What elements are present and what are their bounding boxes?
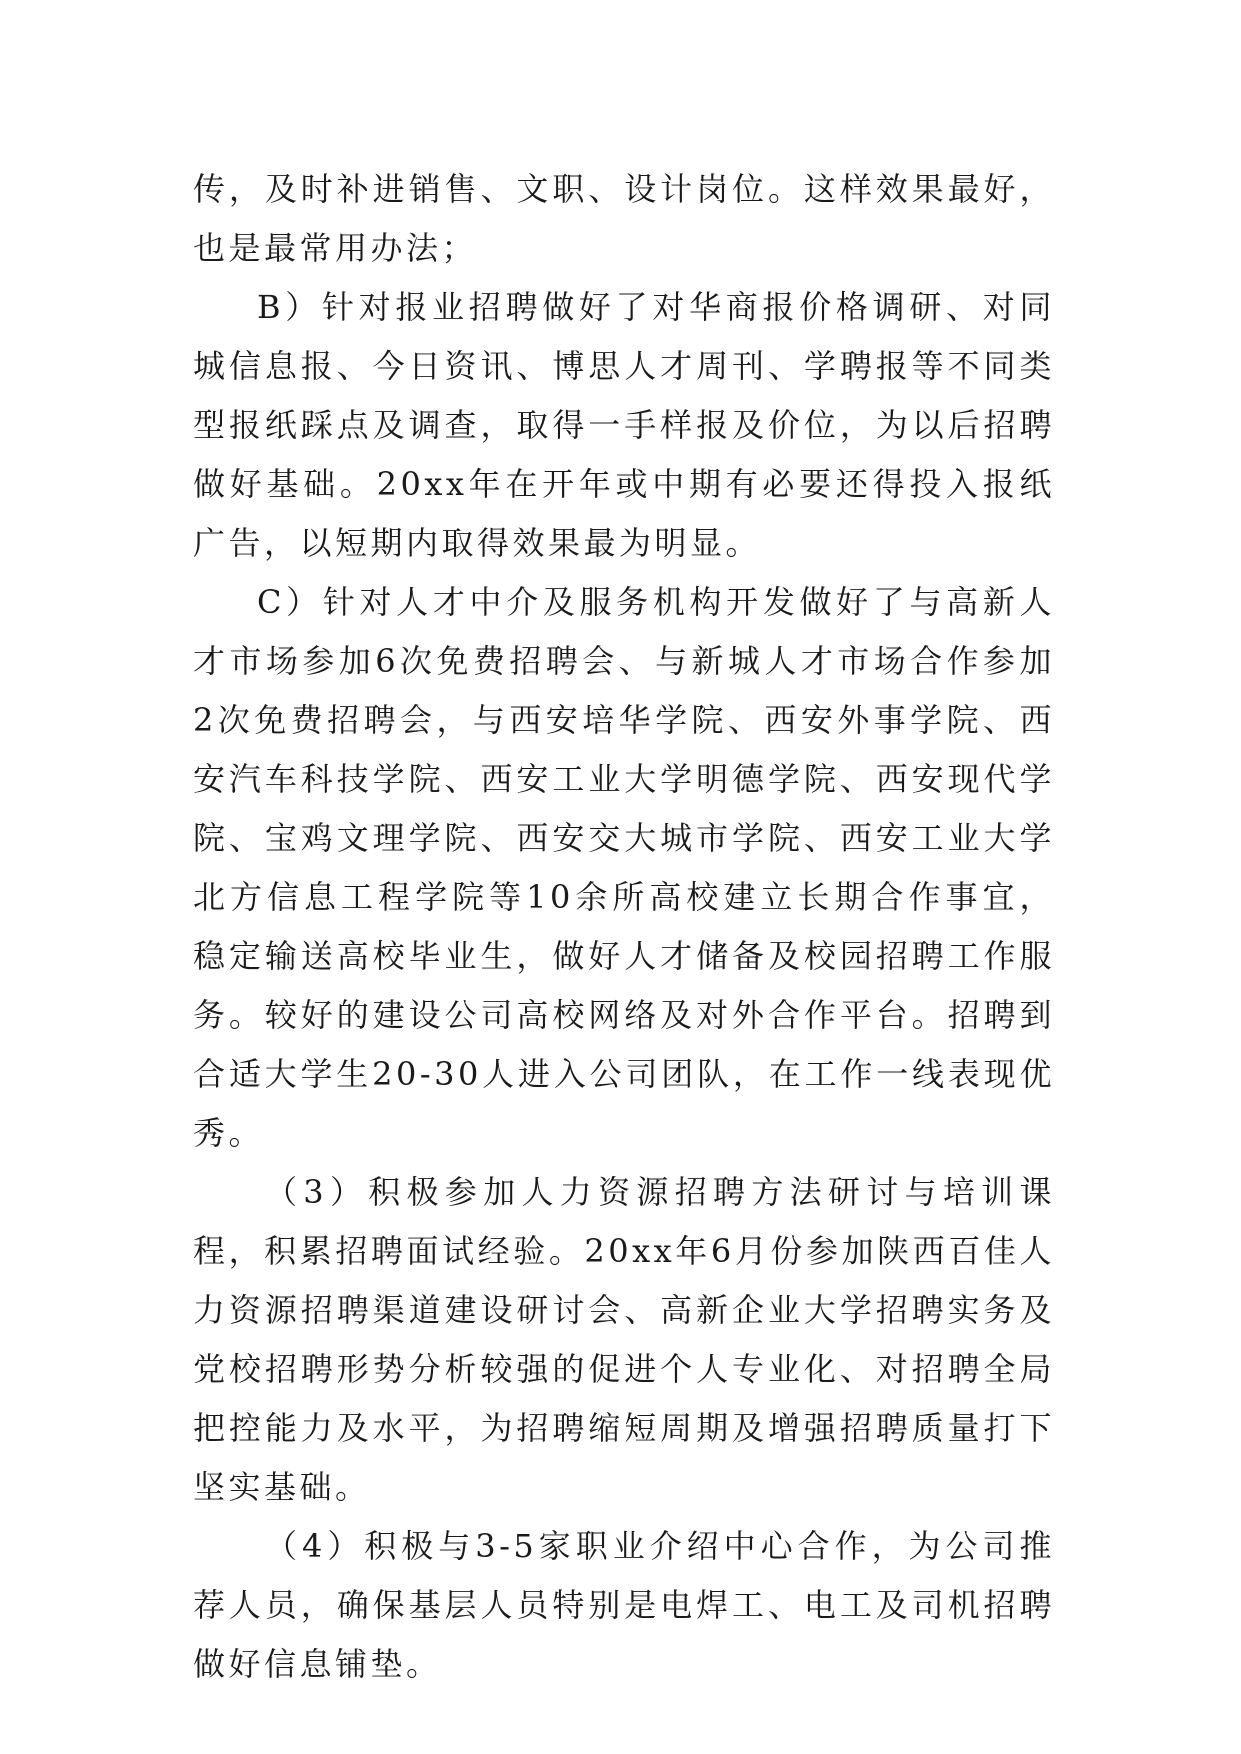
paragraph-b: B）针对报业招聘做好了对华商报价格调研、对同城信息报、今日资讯、博思人才周刊、学聘报等不同类型报纸踩点及调查，取得一手样报及价位，为以后招聘做好基础。20xx年在开年或中期有必要还得投入报纸广告，以短期内取得效果最为明显。	[193, 288, 1055, 562]
paragraph-4: （4）积极与3-5家职业介绍中心合作，为公司推荐人员，确保基层人员特别是电焊工、电工及司机招聘做好信息铺垫。	[193, 1527, 1055, 1683]
paragraph-3: （3）积极参加人力资源招聘方法研讨与培训课程，积累招聘面试经验。20xx年6月份参加陕西百佳人力资源招聘渠道建设研讨会、高新企业大学招聘实务及党校招聘形势分析较强的促进个人专业化、对招聘全局把控能力及水平，为招聘缩短周期及增强招聘质量打下坚实基础。	[193, 1173, 1055, 1506]
paragraph-continuation: 传，及时补进销售、文职、设计岗位。这样效果最好，也是最常用办法；	[193, 170, 1055, 267]
document-body	[193, 160, 1055, 1694]
paragraph-c: C）针对人才中介及服务机构开发做好了与高新人才市场参加6次免费招聘会、与新城人才市场合作参加2次免费招聘会，与西安培华学院、西安外事学院、西安汽车科技学院、西安工业大学明德学院、西安现代学院、宝鸡文理学院、西安交大城市学院、西安工业大学北方信息工程学院等10余所高校建立长期合作事宜，稳定输送高校毕业生，做好人才储备及校园招聘工作服务。较好的建设公司高校网络及对外合作平台。招聘到合适大学生20-30人进入公司团队，在工作一线表现优秀。	[193, 583, 1055, 1152]
